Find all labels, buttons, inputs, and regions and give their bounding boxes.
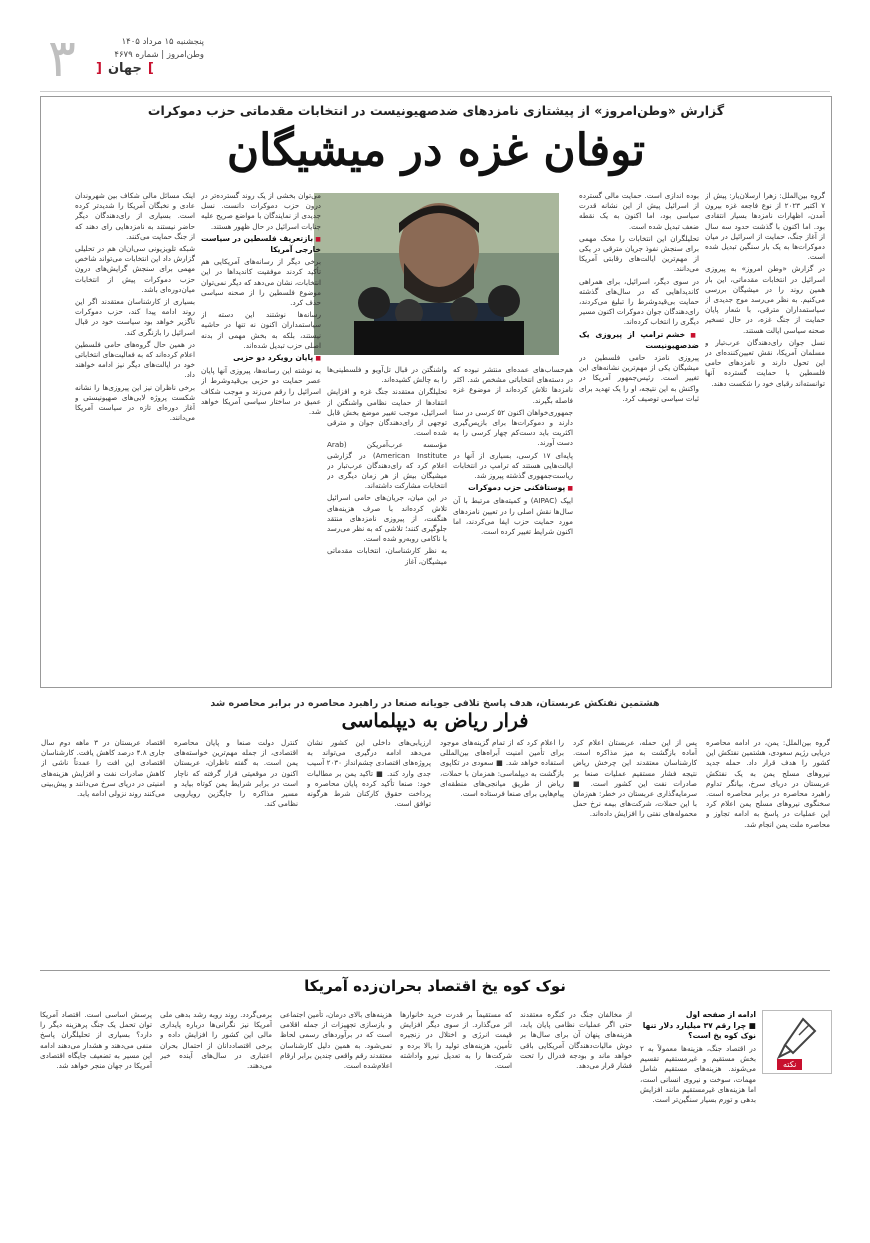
issue-date: پنجشنبه ۱۵ مرداد ۱۴۰۵ xyxy=(121,37,204,47)
header-rule xyxy=(40,91,830,92)
page-header xyxy=(32,30,838,88)
lead-photo xyxy=(314,193,559,355)
subhead-bipartisan-end: ■ پایان رویکرد دو حزبی xyxy=(201,353,321,364)
story3-subhead: ■ چرا رقم ۳۷ میلیارد دلار تنها نوک کوه یخ است؟ xyxy=(642,1021,756,1040)
note-label: نکته xyxy=(777,1059,802,1070)
section-name: جهان xyxy=(107,61,142,76)
story3-column-2: از مخالفان جنگ در کنگره معتقدند حتی اگر عملیات نظامی پایان یابد، هزینه‌های پنهان آن برای سال‌ها بر دوش مالیات‌دهندگان آمریکایی باقی خواهد ماند و بودجه فدرال را تحت فشار قرار می‌دهد. xyxy=(520,1010,632,1071)
story2-column-6: اقتصاد عربستان در ۳ ماهه دوم سال جاری ۴.۸ درصد کاهش یافت. کارشناسان اقتصادی این افت را عمدتاً ناشی از کاهش صادرات نفت و افزایش هزینه‌های امنیتی در دریای سرخ می‌دانند و پیش‌بینی می‌کنند روند نزولی ادامه یابد. xyxy=(41,738,165,799)
subhead-democrat-shedding: ■ پوستافکنی حزب دموکرات xyxy=(453,483,573,494)
story3-column-3: که مستقیماً بر قدرت خرید خانوارها اثر می‌گذارد. از سوی دیگر افزایش قیمت انرژی و اختلال در زنجیره تأمین، هزینه‌های تولید را بالا برده و شرکت‌ها را به تعدیل نیرو واداشته است. xyxy=(400,1010,512,1071)
issue-number: وطن‌امروز | شماره ۴۶۷۹ xyxy=(114,50,204,60)
issue-info xyxy=(94,36,204,62)
story-divider xyxy=(40,970,830,971)
lead-column-4: واشنگتن در قبال تل‌آویو و فلسطینی‌ها را به چالش کشیده‌اند. تحلیلگران معتقدند جنگ غزه و افزایش انتقادها از حمایت نظامی واشنگتن از اسرائیل، موجب تغییر موضع بخش قابل توجهی از رای‌دهندگان جوان و مترقی شده است. مؤسسه عرب‌آمریکن (Arab American Institute) در گزارشی اعلام کرد که رای‌دهندگان عرب‌تبار در میشیگان بیش از هر زمان دیگری در انتخابات مشارکت داشته‌اند. در این میان، جریان‌های حامی اسرائیل تلاش کرده‌اند با صرف هزینه‌های هنگفت، از پیروزی نامزدهای منتقد جلوگیری کنند؛ تلاشی که به نظر می‌رسد با ناکامی روبه‌رو شده است. به نظر کارشناسان، انتخابات مقدماتی میشیگان، آغاز xyxy=(327,365,447,566)
story3-column-5: برمی‌گردد. روند روبه رشد بدهی ملی آمریکا نیز نگرانی‌ها درباره پایداری مالی این کشور را افزایش داده و برخی اقتصاددانان از احتمال بحران اعتباری در سال‌های آینده خبر می‌دهند. xyxy=(160,1010,272,1071)
story2-column-4: ارزیابی‌های داخلی این کشور نشان می‌دهد ادامه درگیری می‌تواند به پروژه‌های اقتصادی چشم‌انداز ۲۰۳۰ آسیب جدی وارد کند. ■ تاکید یمن بر مطالبات خود: صنعا تأکید کرده پایان محاصره و پرداخت حقوق کارکنان شرط هرگونه توافق است. xyxy=(307,738,431,809)
lead-headline: توفان غزه در میشیگان xyxy=(226,125,646,176)
story2-column-3: را اعلام کرد که از تمام گزینه‌های موجود برای تأمین امنیت آبراه‌های بین‌المللی استفاده خواهد شد. ■ سعودی در تکاپوی بازگشت به دیپلماسی: همزمان با حملات، ریاض از طریق میانجی‌های منطقه‌ای پیام‌هایی برای صنعا فرستاده است. xyxy=(440,738,564,799)
story2-column-5: کنترل دولت صنعا و پایان محاصره اقتصادی، از جمله مهم‌ترین خواسته‌های یمن است. به گفته ناظران، عربستان اکنون در موقعیتی قرار گرفته که ناچار است در برابر شرایط یمن کوتاه بیاید و مسیر مذاکره را جایگزین رویارویی نظامی کند. xyxy=(174,738,298,809)
story3-body xyxy=(40,1010,632,1235)
story2-kicker: هشتمین نفتکش عربستان، هدف پاسخ تلافی جویانه صنعا در راهبرد محاصره در برابر محاصره شد xyxy=(210,698,660,709)
note-badge xyxy=(762,1010,832,1074)
story3-headline: نوک کوه یخ اقتصاد بحران‌زده آمریکا xyxy=(304,977,566,995)
lead-column-2: بوده اندازی است. حمایت مالی گسترده از اسرائیل پیش از این نشانه قدرت سیاسی بود، اما اکنون به یک نقطه ضعف تبدیل شده است. تحلیلگران این انتخابات را محک مهمی برای سنجش نفوذ جریان مترقی در یکی از مهم‌ترین ایالت‌های رقابتی آمریکا می‌دانند. در سوی دیگر، اسرائیل، برای همراهی کاندیداهایی که در سال‌های گذشته حمایت بی‌قیدوشرط را تبلیغ می‌کردند، رای‌دهندگان جوان دموکرات اکنون مسیر دیگری را انتخاب کرده‌اند. ■ خشم ترامپ از پیروزی یک ضدصهیونیست پیروزی نامزد حامی فلسطین در میشیگان یکی از مهم‌ترین نشانه‌های این تغییر است. رئیس‌جمهور آمریکا در واکنش به این نتیجه، او را یک تهدید برای ثبات سیاسی توصیف کرد. xyxy=(579,191,699,681)
lead-column-5: می‌توان بخشی از یک روند گسترده‌تر در درون حزب دموکرات دانست. نسل جدیدی از نمایندگان با مواضع صریح علیه جنایات اسرائیل در حال ظهور هستند. ■ بازتعریف فلسطین در سیاست خارجی آمریکا برخی دیگر از رسانه‌های آمریکایی هم تأکید کردند موفقیت کاندیداها در این انتخابات، نشان می‌دهد که دیگر نمی‌توان موضوع فلسطین را از صحنه سیاسی حذف کرد. رسانه‌ها نوشتند این دسته از سیاستمداران اکنون نه تنها در حاشیه نیستند، بلکه به بخش مهمی از بدنه اصلی حزب تبدیل شده‌اند. ■ پایان رویکرد دو حزبی به نوشته این رسانه‌ها، پیروزی آنها پایان عصر حمایت دو حزبی بی‌قیدوشرط از اسرائیل را رقم می‌زند و موجب شکاف عمیق در ساختار سیاسی آمریکا خواهد شد. xyxy=(201,191,321,681)
lead-story xyxy=(40,96,832,688)
story2-headline: فرار ریاض به دیپلماسی xyxy=(341,710,529,732)
story2-column-1: گروه بین‌الملل: یمن، در ادامه محاصره دریایی رژیم سعودی، هشتمین نفتکش این کشور را هدف قرار داد. حمله جدید نیروهای مسلح یمن به یک نفتکش عربستان در دریای سرخ، بیانگر تداوم راهبرد محاصره در برابر محاصره است. سخنگوی نیروهای مسلح یمن اعلام کرد این عملیات در پاسخ به ادامه تجاوز و محاصره ملت یمن انجام شد. xyxy=(706,738,830,829)
lead-column-3: هم‌حساب‌های عمده‌ای منتشر نبوده که در دسته‌های انتخاباتی مشخص شد. اکثر نامزدها تلاش کرده‌اند از موضوع غزه فاصله بگیرند. جمهوری‌خواهان اکنون ۵۲ کرسی در سنا دارند و دموکرات‌ها برای بازپس‌گیری اکثریت باید دست‌کم چهار کرسی را به دست آورند. پایه‌ای ۱۷ کرسی، بسیاری از آنها در ایالت‌هایی هستند که ترامپ در انتخابات ریاست‌جمهوری گذشته پیروز شد. ■ پوستافکنی حزب دموکرات ایپک (AIPAC) و کمیته‌های مرتبط با آن سال‌ها نقش اصلی را در تعیین نامزدهای مورد حمایت حزب ایفا می‌کردند، اما اکنون شرایط تغییر کرده است. xyxy=(453,365,573,681)
lead-column-1: گروه بین‌الملل: زهرا ارسلان‌یار: پیش از ۷ اکتبر ۲۰۲۳ از نوع فاجعه غزه بیرون آمدن، اظهارات نامزدها بسیار انتقادی بود. اما اکنون با گذشت حدود سه سال از آغاز جنگ، حمایت از اسرائیل در میان دموکرات‌ها به یک بار سنگین تبدیل شده است. در گزارش «وطن امروز» به پیروزی اسرائیل در انتخابات مقدماتی، این بار همین روند را در میشیگان بررسی می‌کنیم. به نظر می‌رسد موج جدیدی از سیاستمداران مترقی، با شعار پایان حمایت از جنگ غزه، در حال تسخیر صحنه سیاسی ایالت هستند. نسل جوان رای‌دهندگان عرب‌تبار و مسلمان آمریکا، نقش تعیین‌کننده‌ای در این تحول دارند و نامزدهای حامی فلسطین با حمایت گسترده آنها توانسته‌اند رقبای خود را شکست دهند. xyxy=(705,191,825,388)
story3-continued: ادامه از صفحه اول xyxy=(685,1010,756,1019)
story2-column-2: پس از این حمله، عربستان اعلام کرد آماده بازگشت به میز مذاکره است. کارشناسان معتقدند این چرخش ریاض نتیجه فشار مستقیم عملیات صنعا بر صادرات نفت این کشور است. ■ سرمایه‌گذاری عربستان در خطر: هم‌زمان با این حملات، شرکت‌های بیمه نرخ حمل محموله‌های نفتی را افزایش داده‌اند. xyxy=(573,738,697,819)
lead-kicker: گزارش «وطن‌امروز» از پیشتازی نامزدهای ضدصهیونیست در انتخابات مقدماتی حزب دموکرات xyxy=(147,103,725,118)
story3-lead-column xyxy=(640,1010,756,1235)
speaker-photo-illustration xyxy=(314,193,559,355)
story3-column-6: پرسش اساسی است. اقتصاد آمریکا توان تحمل یک جنگ پرهزینه دیگر را دارد؟ بسیاری از تحلیلگران پاسخ منفی می‌دهند و هشدار می‌دهند ادامه این مسیر به تضعیف جایگاه اقتصادی آمریکا در جهان منجر خواهد شد. xyxy=(40,1010,152,1071)
subhead-trump-anger: ■ خشم ترامپ از پیروزی یک ضدصهیونیست xyxy=(579,330,699,351)
story2-body xyxy=(40,738,830,964)
story3-column-4: هزینه‌های بالای درمان، تأمین اجتماعی و بازسازی تجهیزات از جمله اقلامی است که در برآوردهای رسمی لحاظ نمی‌شود. به همین دلیل کارشناسان معتقدند رقم واقعی چندین برابر ارقام اعلام‌شده است. xyxy=(280,1010,392,1071)
story3-column-1: در اقتصاد جنگ، هزینه‌ها معمولاً به ۲ بخش مستقیم و غیرمستقیم تقسیم می‌شوند. هزینه‌های مستقیم شامل مهمات، سوخت و نیروی انسانی است، اما هزینه‌های غیرمستقیم مانند افزایش بدهی و تورم بسیار سنگین‌تر است. xyxy=(640,1044,756,1105)
subhead-palestine-foreign-policy: ■ بازتعریف فلسطین در سیاست خارجی آمریکا xyxy=(201,234,321,255)
page-number: ۳ xyxy=(48,29,76,89)
section-label: ]جهان[ xyxy=(96,61,154,76)
lead-column-6: اینک مسائل مالی شکاف بین شهروندان عادی و نخبگان آمریکا را شدیدتر کرده است. بسیاری از رای‌دهندگان دیگر حاضر نیستند به نامزدهایی رای دهند که از جنگ حمایت می‌کنند. شبکه تلویزیونی سی‌ان‌ان هم در تحلیلی گزارش داد این انتخابات می‌تواند شاخص مهمی برای سنجش گرایش‌های درون حزب دموکرات پیش از انتخابات میان‌دوره‌ای باشد. بسیاری از کارشناسان معتقدند اگر این روند ادامه پیدا کند، حزب دموکرات ناگزیر خواهد بود سیاست خود در قبال اسرائیل را بازنگری کند. در همین حال گروه‌های حامی فلسطین اعلام کرده‌اند که به فعالیت‌های انتخاباتی خود در ایالت‌های دیگر نیز ادامه خواهند داد. برخی ناظران نیز این پیروزی‌ها را نشانه شکست پروژه لابی‌های صهیونیستی و آغاز دوره‌ای تازه در سیاست آمریکا می‌دانند. xyxy=(75,191,195,423)
fountain-pen-icon xyxy=(763,1011,831,1061)
